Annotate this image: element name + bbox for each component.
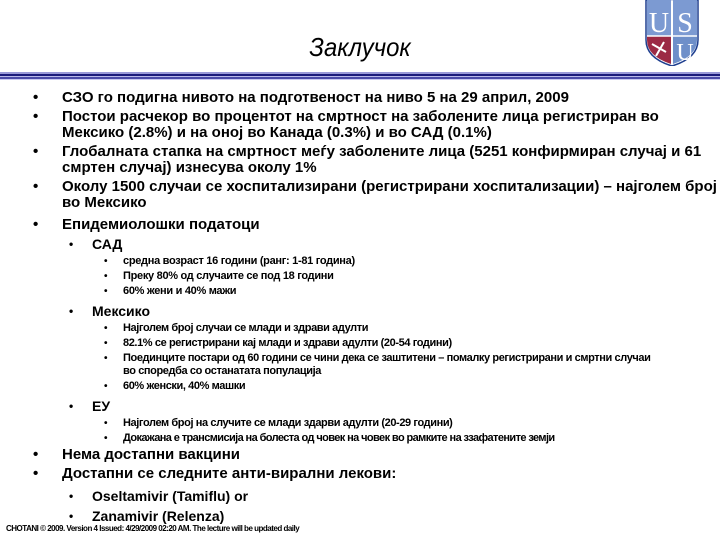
slide-title: Заклучок: [309, 32, 411, 62]
bullet-icon: •: [33, 465, 39, 482]
drug-item: • Oseltamivir (Tamiflu) or: [69, 488, 249, 504]
sub-bullet-item: • 82.1% се регистрирани кај млади и здрави адулти (20-54 години): [104, 337, 452, 349]
svg-text:S: S: [677, 8, 693, 39]
sub-bullet-item: • средна возраст 16 години (ранг: 1-81 година): [104, 255, 355, 267]
bullet-icon: •: [104, 381, 108, 392]
bullet-icon: •: [69, 399, 74, 413]
bullet-item: • Глобалната стапка на смртност меѓу заболените лица (5251 конфирмиран случај и 61 смртен случај) изнесува околу 1%: [33, 143, 702, 176]
bullet-icon: •: [69, 237, 74, 251]
usu-logo: [644, 0, 700, 66]
bullet-icon: •: [69, 304, 74, 318]
bullet-icon: •: [33, 216, 39, 233]
bullet-icon: •: [104, 271, 108, 282]
bullet-icon: •: [104, 418, 108, 429]
svg-text:U: U: [648, 8, 670, 39]
region-eu: • ЕУ: [69, 398, 111, 414]
bullet-icon: •: [33, 89, 39, 106]
bullet-icon: •: [33, 143, 39, 160]
sub-bullet-item: • 60% жени и 40% мажи: [104, 285, 237, 297]
slide-body: [0, 90, 720, 527]
bullet-icon: •: [33, 178, 39, 195]
sub-bullet-item: • Најголем број на случите се млади здарви адулти (20-29 години): [104, 417, 453, 429]
bullet-icon: •: [104, 338, 108, 349]
region-usa: • САД: [69, 236, 123, 252]
bullet-item: • Нема достапни вакцини: [33, 446, 241, 463]
sub-bullet-item: • Преку 80% од случаите се под 18 години: [104, 270, 334, 282]
bullet-item: • СЗО го подигна нивото на подготвеност на ниво 5 на 29 април, 2009: [33, 89, 569, 106]
bullet-icon: •: [104, 323, 108, 334]
region-mexico: • Мексико: [69, 303, 151, 319]
bullet-icon: •: [104, 433, 107, 444]
bullet-item: • Постои расчекор во процентот на смртност на заболените лица регистриран во Мексико (2.8%) и на оној во Канада (0.3%) и во САД (0.1%): [33, 108, 659, 141]
bullet-icon: •: [69, 509, 74, 523]
bullet-icon: •: [104, 256, 108, 267]
bullet-icon: •: [33, 108, 39, 125]
svg-text:U: U: [676, 40, 694, 66]
bullet-icon: •: [69, 489, 74, 503]
drug-item: • Zanamivir (Relenza): [69, 508, 225, 524]
sub-bullet-item: • 60% женски, 40% машки: [104, 380, 246, 392]
sub-bullet-item: • Најголем број случаи се млади и здрави адулти: [104, 322, 369, 334]
footer-copyright: CHOTANI © 2009. Version 4 Issued: 4/29/2009 02:20 AM. The lecture will be updated daily: [6, 524, 300, 533]
bullet-item: • Епидемиолошки податоци: [33, 216, 260, 233]
bullet-item: • Достапни се следните анти-вирални лекови:: [33, 465, 397, 482]
sub-bullet-item: • Докажана е трансмисија на болеста од човек на човек во рамките на ззафатените земји: [104, 432, 555, 444]
sub-bullet-item: • Поединците постари од 60 години се чини дека се заштитени – помалку регистрирани и смртни случаи во споредба со останатата популација: [104, 352, 651, 377]
bullet-icon: •: [104, 353, 108, 364]
bullet-icon: •: [33, 446, 39, 463]
bullet-item: • Околу 1500 случаи се хоспитализирани (регистрирани хоспитализации) – најголем број во Мексико: [33, 178, 717, 211]
bullet-icon: •: [104, 286, 108, 297]
title-divider: [0, 72, 720, 80]
